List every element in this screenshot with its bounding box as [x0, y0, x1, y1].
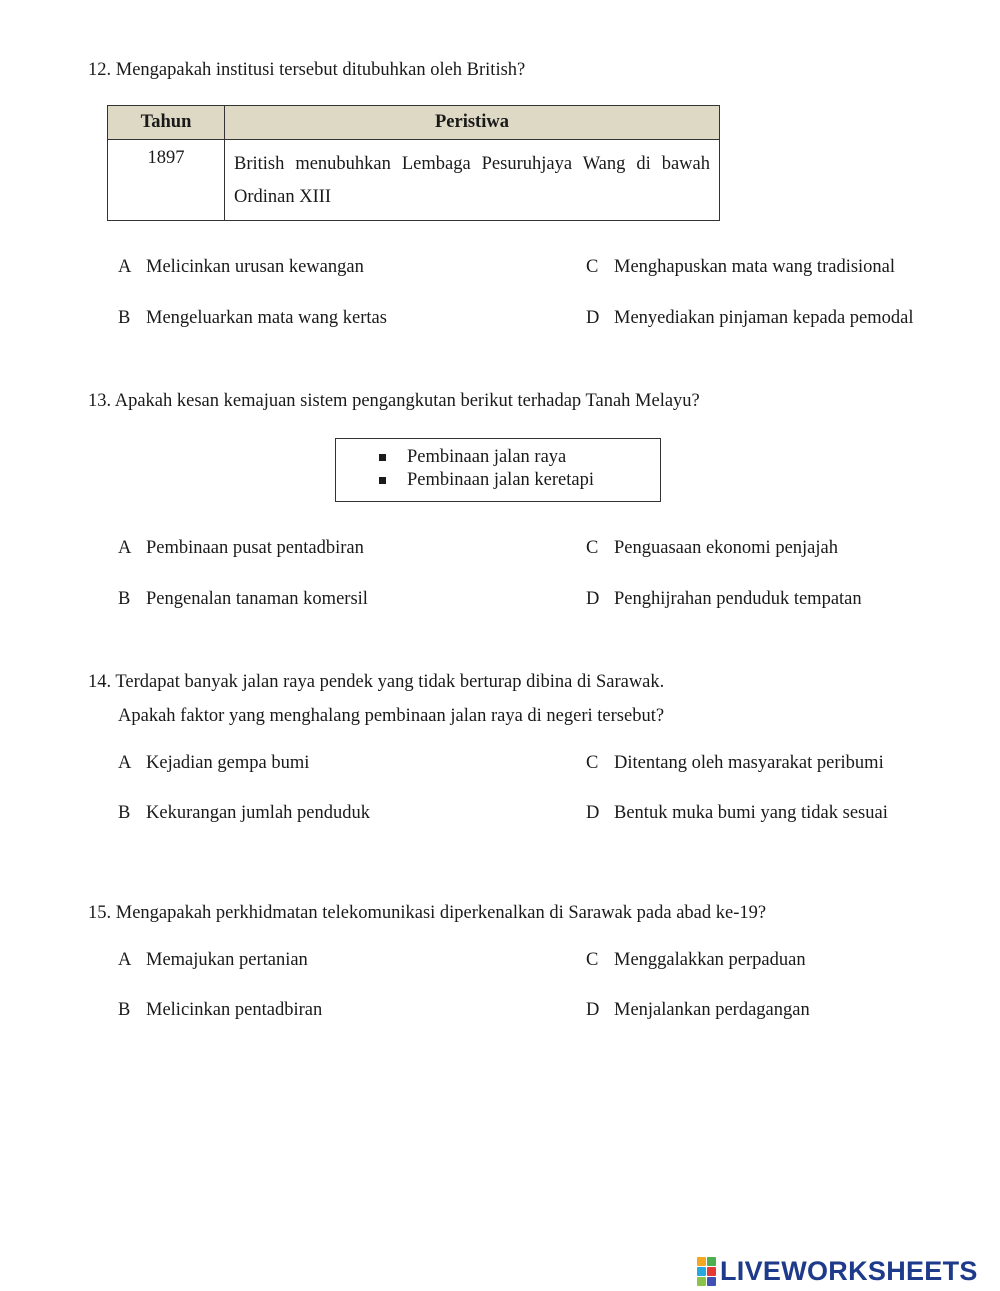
bullet-text: Pembinaan jalan raya [407, 447, 567, 467]
bullet-list [376, 446, 594, 492]
option-letter: D [586, 589, 600, 609]
logo-block [697, 1257, 706, 1266]
question-14-text-line1: 14. Terdapat banyak jalan raya pendek yang tidak berturap dibina di Sarawak. [88, 672, 665, 692]
table-cell-event: British menubuhkan Lembaga Pesuruhjaya Wang di bawah Ordinan XIII [225, 140, 720, 221]
q12-option-a[interactable] [118, 257, 364, 278]
option-text: Mengeluarkan mata wang kertas [146, 308, 387, 328]
option-letter: A [118, 950, 132, 970]
table-header-event: Peristiwa [225, 106, 720, 140]
q12-option-b[interactable] [118, 308, 387, 329]
q14-option-b[interactable] [118, 803, 370, 824]
question-12-table [107, 105, 720, 221]
option-text: Pembinaan pusat pentadbiran [146, 538, 364, 558]
option-text: Memajukan pertanian [146, 950, 308, 970]
logo-block [697, 1267, 706, 1276]
bullet-square-icon [379, 454, 386, 461]
option-text: Bentuk muka bumi yang tidak sesuai [614, 803, 888, 823]
logo-block [697, 1277, 706, 1286]
table-header-year: Tahun [108, 106, 225, 140]
option-text: Menyediakan pinjaman kepada pemodal [614, 308, 914, 328]
q13-option-b[interactable] [118, 589, 368, 610]
option-letter: B [118, 308, 131, 328]
logo-wordmark: LIVEWORKSHEETS [720, 1255, 978, 1286]
option-letter: A [118, 538, 132, 558]
q15-option-c[interactable] [586, 950, 806, 971]
question-13-info-box [335, 438, 661, 502]
option-text: Melicinkan pentadbiran [146, 1000, 323, 1020]
question-13-text: 13. Apakah kesan kemajuan sistem pengangkutan berikut terhadap Tanah Melayu? [88, 391, 700, 411]
option-letter: C [586, 753, 599, 773]
option-text: Menjalankan perdagangan [614, 1000, 810, 1020]
list-item [376, 446, 594, 469]
q14-option-c[interactable] [586, 753, 884, 774]
list-item [376, 469, 594, 492]
q14-option-d[interactable] [586, 803, 888, 824]
q13-option-a[interactable] [118, 538, 364, 559]
question-14-text-line2: Apakah faktor yang menghalang pembinaan jalan raya di negeri tersebut? [118, 706, 665, 726]
table-cell-year: 1897 [108, 140, 225, 221]
q14-option-a[interactable] [118, 753, 309, 774]
logo-block [707, 1267, 716, 1276]
option-text: Melicinkan urusan kewangan [146, 257, 364, 277]
option-text: Penghijrahan penduduk tempatan [614, 589, 862, 609]
question-15-text: 15. Mengapakah perkhidmatan telekomunikasi diperkenalkan di Sarawak pada abad ke-19? [88, 903, 767, 923]
option-text: Menggalakkan perpaduan [614, 950, 806, 970]
q13-option-d[interactable] [586, 589, 862, 610]
option-text: Penguasaan ekonomi penjajah [614, 538, 838, 558]
option-letter: D [586, 308, 600, 328]
option-letter: C [586, 538, 599, 558]
q12-option-c[interactable] [586, 257, 895, 278]
option-letter: C [586, 257, 599, 277]
table-row [108, 140, 720, 221]
option-text: Menghapuskan mata wang tradisional [614, 257, 896, 277]
option-letter: D [586, 803, 600, 823]
option-text: Kejadian gempa bumi [146, 753, 310, 773]
q15-option-a[interactable] [118, 950, 308, 971]
option-letter: C [586, 950, 599, 970]
option-letter: B [118, 1000, 131, 1020]
question-12-text: 12. Mengapakah institusi tersebut ditubuhkan oleh British? [88, 60, 526, 80]
bullet-text: Pembinaan jalan keretapi [407, 470, 594, 490]
option-letter: A [118, 257, 132, 277]
option-letter: D [586, 1000, 600, 1020]
q15-option-b[interactable] [118, 1000, 322, 1021]
q12-option-d[interactable] [586, 308, 914, 329]
logo-block [707, 1257, 716, 1266]
logo-block [707, 1277, 716, 1286]
option-text: Ditentang oleh masyarakat peribumi [614, 753, 884, 773]
option-letter: B [118, 803, 131, 823]
q13-option-c[interactable] [586, 538, 838, 559]
q15-option-d[interactable] [586, 1000, 810, 1021]
option-letter: B [118, 589, 131, 609]
option-letter: A [118, 753, 132, 773]
option-text: Pengenalan tanaman komersil [146, 589, 368, 609]
liveworksheets-logo-icon [697, 1257, 716, 1286]
option-text: Kekurangan jumlah penduduk [146, 803, 370, 823]
liveworksheets-logo[interactable] [697, 1256, 978, 1286]
bullet-square-icon [379, 477, 386, 484]
